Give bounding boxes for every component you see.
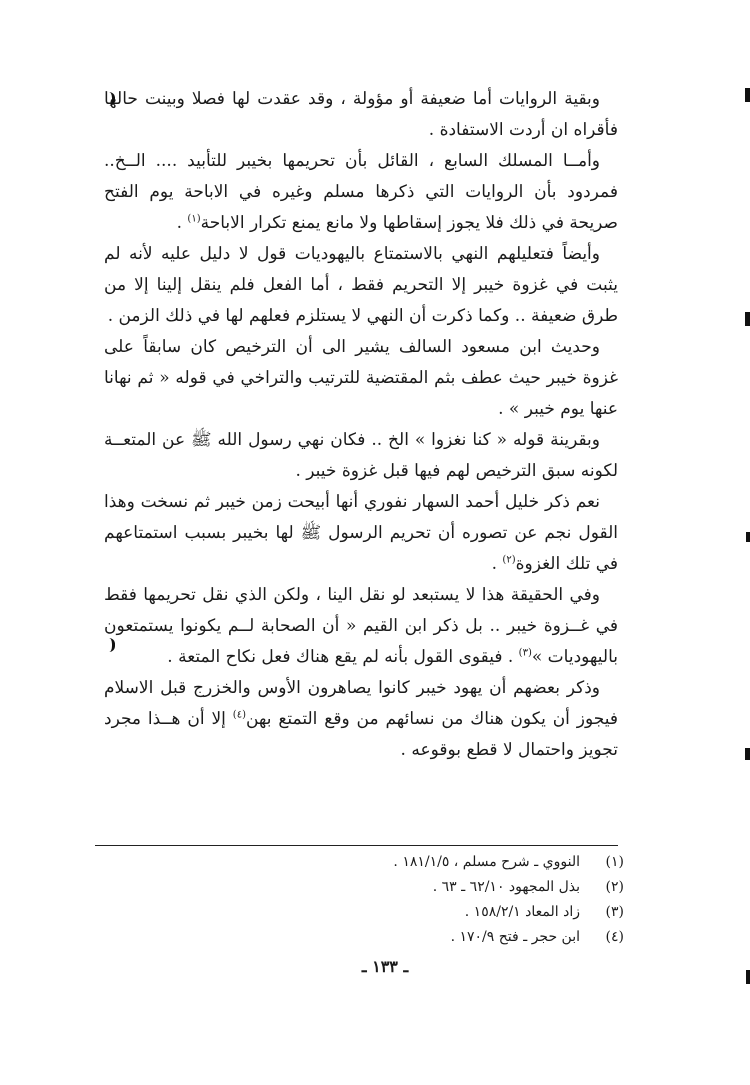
footnote-text: ابن حجر ـ فتح ١٧٠/٩ . [450,929,580,945]
paragraph-seventh-approach [104,146,618,239]
paragraph-text: نعم ذكر خليل أحمد السهار نفوري أنها أبيحت زمن خيبر ثم نسخت وهذا القول نجم عن تصوره أن تحريم الرسول ﷺ لها بخيبر بسبب استمتاعهم في تلك الغزوة [104,492,618,574]
paragraph-ibn-qayyim [104,580,618,673]
main-text-body [104,84,618,766]
margin-bracket-mark [104,638,115,652]
paragraph-text: وذكر بعضهم أن يهود خيبر كانوا يصاهرون الأوس والخزرج قبل الاسلام فيجوز أن يكون هناك من نسائهم من وقع التمتع بهن [104,678,619,729]
margin-bracket-mark [104,92,115,106]
paragraph-tail: . فيقوى القول بأنه لم يقع هناك فعل نكاح المتعة . [167,647,519,667]
paragraph-tail: . [491,554,503,574]
footnote-item [230,925,624,950]
scan-edge-mark-middle [746,532,750,542]
paragraph-aws-khazraj [104,673,618,766]
paragraph-text: وأيضاً فتعليلهم النهي بالاستمتاع باليهوديات قول لا دليل عليه لأنه لم يثبت في غزوة خيبر إلا التحريم فقط ، أما الفعل فلم ينقل إلينا إلا من طرق ضعيفة .. وكما ذكرت أن النهي لا يستلزم فعلهم لها في ذلك الزمن . [104,244,618,326]
footnote-item [230,875,624,900]
footnote-item [230,850,624,875]
footnote-item [230,900,624,925]
footnotes-list [230,850,624,950]
paragraph-jewish-women-argument [104,239,618,332]
scan-edge-mark-top [745,88,750,102]
paragraph-text: وبقرينة قوله « كنا نغزوا » الخ .. فكان نهي رسول الله ﷺ عن المتعــة لكونه سبق الترخيص لهم فيها قبل غزوة خيبر . [104,430,618,481]
paragraph-text: وبقية الروايات أما ضعيفة أو مؤولة ، وقد عقدت لها فصلا وبينت حالها فأقراه ان أردت الاستفادة . [104,89,618,140]
footnote-ref[interactable]: (٢) [502,554,516,566]
paragraph-context-clue [104,425,618,487]
footnote-text: النووي ـ شرح مسلم ، ١٨١/١/٥ . [393,854,580,870]
footnote-number: (١) [605,854,624,870]
footnote-ref[interactable]: (٣) [518,647,532,659]
paragraph-tail: إلا أن هــذا مجرد تجويز واحتمال لا قطع بوقوعه . [104,709,618,760]
footnote-number: (٣) [605,904,624,920]
footnote-text: زاد المعاد ١٥٨/٢/١ . [464,904,580,920]
paragraph-ibn-masud-hadith [104,332,618,425]
footnote-number: (٢) [605,879,624,895]
paragraph-text: وحديث ابن مسعود السالف يشير الى أن الترخيص كان سابقاً على غزوة خيبر حيث عطف بثم المقتضية للترتيب والتراخي في قوله « ثم نهانا عنها يوم خيبر » . [104,337,618,419]
scan-edge-mark-bottom [746,970,750,984]
paragraph-text: وفي الحقيقة هذا لا يستبعد لو نقل الينا ، ولكن الذي نقل تحريمها فقط في غــزوة خيبر .. بل ذكر ابن القيم « أن الصحابة لــم يكونوا يستمتعون باليهوديات » [104,585,618,667]
footnote-separator [95,845,618,846]
footnote-ref[interactable]: (٤) [232,709,246,721]
scan-edge-mark-lower [745,748,750,760]
paragraph-tail: . [176,213,188,233]
footnote-text: بذل المجهود ٦٢/١٠ ـ ٦٣ . [432,879,580,895]
footnote-ref[interactable]: (١) [187,213,201,225]
scan-edge-mark-upper [745,312,750,326]
paragraph-weak-narrations [104,84,618,146]
footnote-number: (٤) [605,929,624,945]
paragraph-saharanpuri-view [104,487,618,580]
paragraph-text: وأمــا المسلك السابع ، القائل بأن تحريمها بخيبر للتأبيد .... الــخ.. فمردود بأن الروايات التي ذكرها مسلم وغيره في الاباحة يوم الفتح صريحة في ذلك فلا يجوز إسقاطها ولا مانع يمنع تكرار الاباحة [104,151,618,233]
page-number: ـ ١٣٣ ـ [361,957,409,976]
